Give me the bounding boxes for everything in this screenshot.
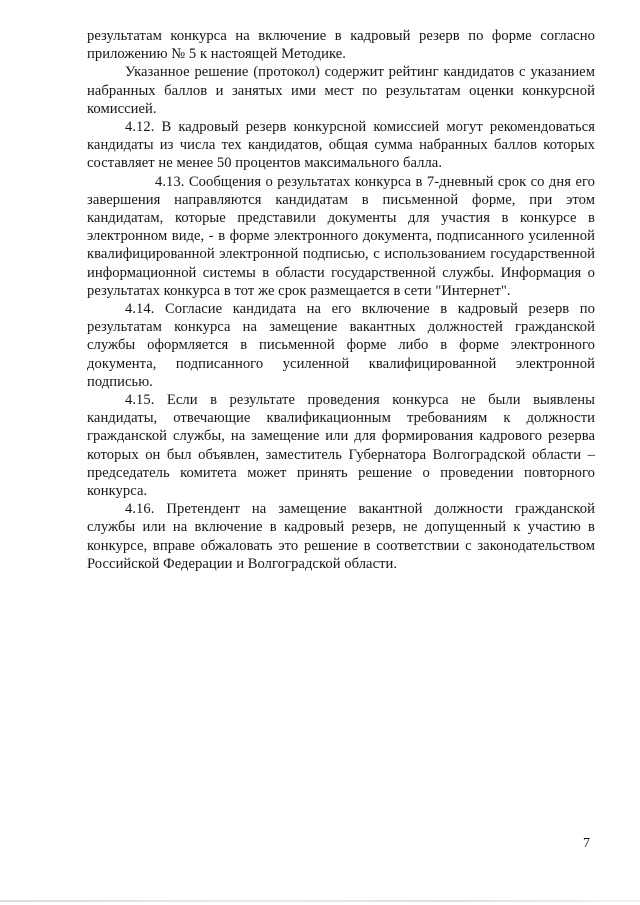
paragraph-4-16: 4.16. Претендент на замещение вакантной должности гражданской службы или на включение в кадровый резерв, не допущенный к участию в конкурсе, вправе обжаловать это решение в соответствии с законодательством Российской Федерации и Волгоградской области. xyxy=(87,501,595,572)
scan-bottom-edge xyxy=(0,900,640,902)
paragraph-protocol-rating: Указанное решение (протокол) содержит рейтинг кандидатов с указанием набранных баллов и занятых ими мест по результатам оценки конкурсной комиссией. xyxy=(87,64,595,117)
document-body xyxy=(87,27,595,573)
paragraph-4-13: 4.13. Сообщения о результатах конкурса в 7-дневный срок со дня его завершения направляются кандидатам в письменной форме, при этом кандидатам, которые представили документы для участия в конкурсе в электронном виде, - в форме электронного документа, подписанного усиленной квалифицированной электронной подписью, с использованием государственной информационной системы в области государственной службы. Информация о результатах конкурса в тот же срок размещается в сети "Интернет". xyxy=(87,173,595,299)
page-number: 7 xyxy=(583,836,590,851)
paragraph-4-14: 4.14. Согласие кандидата на его включение в кадровый резерв по результатам конкурса на замещение вакантных должностей гражданской службы оформляется в письменной форме либо в форме электронного документа, подписанного усиленной квалифицированной электронной подписью. xyxy=(87,301,595,390)
paragraph-4-12: 4.12. В кадровый резерв конкурсной комиссией могут рекомендоваться кандидаты из числа тех кандидатов, общая сумма набранных баллов которых составляет не менее 50 процентов максимального балла. xyxy=(87,119,595,172)
paragraph-continuation: результатам конкурса на включение в кадровый резерв по форме согласно приложению № 5 к настоящей Методике. xyxy=(87,28,595,63)
paragraph-4-15: 4.15. Если в результате проведения конкурса не были выявлены кандидаты, отвечающие квалификационным требованиям к должности гражданской службы, на замещение или для формирования кадрового резерва которых он был объявлен, заместитель Губернатора Волгоградской области – председатель комитета может принять решение о проведении повторного конкурса. xyxy=(87,392,595,500)
